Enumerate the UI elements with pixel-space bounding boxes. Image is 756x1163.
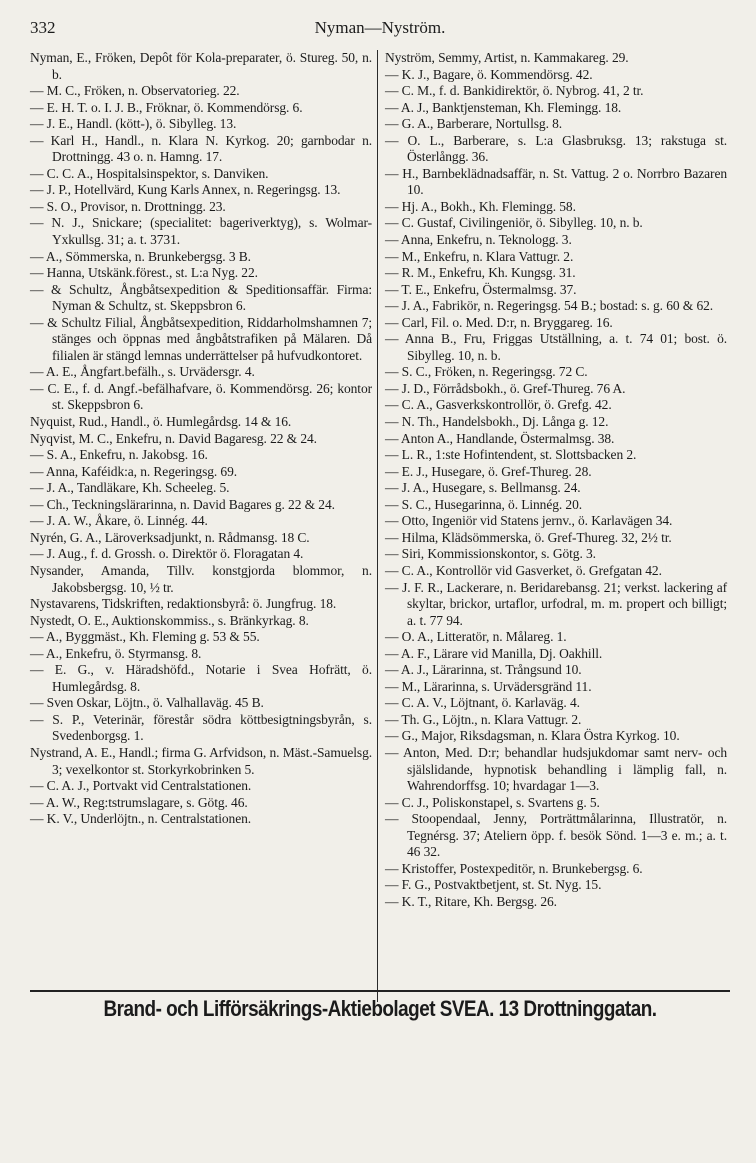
directory-entry: — J. E., Handl. (kött-), ö. Sibylleg. 13. [30, 116, 237, 132]
directory-entry: — K. V., Underlöjtn., n. Centralstationen. [30, 811, 252, 827]
directory-entry: — J. P., Hotellvärd, Kung Karls Annex, n. Regeringsg. 13. [30, 182, 341, 198]
directory-entry: — G., Major, Riksdagsman, n. Klara Östra Kyrkog. 10. [385, 728, 680, 744]
directory-entry: — H., Barnbeklädnadsaffär, n. St. Vattug. 2 o. Norrbro Bazaren 10. [385, 165, 727, 198]
directory-entry: — Ch., Teckningslärarinna, n. David Bagares g. 22 & 24. [30, 496, 335, 512]
directory-entry: — E. H. T. o. I. J. B., Fröknar, ö. Kommendörsg. 6. [30, 99, 303, 115]
directory-entry: — A., Enkefru, ö. Styrmansg. 8. [30, 645, 202, 661]
directory-entry: — Otto, Ingeniör vid Statens jernv., ö. Karlavägen 34. [385, 513, 673, 529]
directory-entry: — S. A., Enkefru, n. Jakobsg. 16. [30, 447, 208, 463]
directory-entry: Nystedt, O. E., Auktionskommiss., s. Bränkyrkag. 8. [30, 612, 309, 628]
directory-entry: Nysander, Amanda, Tillv. konstgjorda blommor, n. Jakobsbergsg. 10, ½ tr. [30, 562, 372, 595]
directory-columns [30, 50, 730, 1050]
directory-entry: — E. J., Husegare, ö. Gref-Thureg. 28. [385, 463, 592, 479]
directory-entry: — Stoopendaal, Jenny, Porträttmålarinna, Illustratör, n. Tegnérsg. 37; Ateliern öpp. f. besök Sönd. 1—3 e. m.; a. t. 46 32. [385, 811, 727, 860]
directory-entry: — Karl H., Handl., n. Klara N. Kyrkog. 20; garnbodar n. Drottningg. 43 o. n. Hamng. 17. [30, 132, 372, 165]
directory-entry: — G. A., Barberare, Nortullsg. 8. [385, 116, 563, 132]
directory-entry: — J. A., Fabrikör, n. Regeringsg. 54 B.; bostad: s. g. 60 & 62. [385, 298, 714, 314]
directory-entry: Nyrén, G. A., Läroverksadjunkt, n. Rådmansg. 18 C. [30, 529, 310, 545]
directory-entry: — C. A. V., Löjtnant, ö. Karlaväg. 4. [385, 695, 580, 711]
directory-entry: — S. O., Provisor, n. Drottningg. 23. [30, 198, 226, 214]
directory-entry: — Anton, Med. D:r; behandlar hudsjukdomar samt nerv- och själslidande, hypnotisk behandling i lämplig fall, n. Wahrendorffsg. 10; hvardagar 1—3. [385, 744, 727, 794]
directory-entry: — S. P., Veterinär, förestår södra köttbesigtningsbyrån, s. Svedenborgsg. 1. [30, 711, 372, 744]
right-column [385, 50, 727, 910]
directory-entry: — S. C., Husegarinna, ö. Linnég. 20. [385, 496, 583, 512]
directory-entry: — J. D., Förrådsbokh., ö. Gref-Thureg. 76 A. [385, 380, 626, 396]
advertisement: Brand- och Lifförsäkrings-Aktiebolaget SVEA. 13 Drottninggatan. [103, 996, 657, 1021]
directory-entry: — Anna, Kaféidk:a, n. Regeringsg. 69. [30, 463, 238, 479]
directory-entry: — Carl, Fil. o. Med. D:r, n. Bryggareg. 16. [385, 314, 613, 330]
directory-page [30, 18, 730, 1021]
directory-entry: — Sven Oskar, Löjtn., ö. Valhallaväg. 45 B. [30, 695, 264, 711]
directory-entry: — M., Enkefru, n. Klara Vattugr. 2. [385, 248, 574, 264]
left-column [30, 50, 372, 828]
directory-entry: — C. J., Poliskonstapel, s. Svartens g. 5. [385, 794, 600, 810]
directory-entry: — S. C., Fröken, n. Regeringsg. 72 C. [385, 364, 588, 380]
directory-entry: — C. E., f. d. Angf.-befälhafvare, ö. Kommendörsg. 26; kontor st. Skeppsbron 6. [30, 380, 372, 413]
directory-entry: Nyqvist, M. C., Enkefru, n. David Bagaresg. 22 & 24. [30, 430, 317, 446]
directory-entry: — O. L., Barberare, s. L:a Glasbruksg. 13; rakstuga st. Österlångg. 36. [385, 132, 727, 165]
directory-entry: Nyquist, Rud., Handl., ö. Humlegårdsg. 14 & 16. [30, 414, 292, 430]
directory-entry: — A. E., Ångfart.befälh., s. Urvädersgr. 4. [30, 364, 255, 380]
directory-entry: — E. G., v. Häradshöfd., Notarie i Svea Hofrätt, ö. Humlegårdsg. 8. [30, 662, 372, 694]
directory-entry: — Th. G., Löjtn., n. Klara Vattugr. 2. [385, 711, 582, 727]
directory-entry: — A. J., Banktjensteman, Kh. Flemingg. 18. [385, 99, 622, 115]
directory-entry: — F. G., Postvaktbetjent, st. St. Nyg. 15. [385, 877, 602, 893]
directory-entry: Nyström, Semmy, Artist, n. Kammakareg. 29. [385, 50, 629, 65]
directory-entry: — C. A., Kontrollör vid Gasverket, ö. Grefgatan 42. [385, 562, 662, 578]
directory-entry: — Siri, Kommissionskontor, s. Götg. 3. [385, 546, 596, 562]
directory-entry: — A., Byggmäst., Kh. Fleming g. 53 & 55. [30, 629, 260, 645]
directory-entry: — L. R., 1:ste Hofintendent, st. Slottsbacken 2. [385, 447, 637, 463]
directory-entry: — Anna B., Fru, Friggas Utställning, a. t. 74 01; bost. ö. Sibylleg. 10, n. b. [385, 331, 727, 363]
directory-entry: — N. Th., Handelsbokh., Dj. Långa g. 12. [385, 414, 609, 430]
page-header [30, 18, 730, 44]
directory-entry: — C. A. J., Portvakt vid Centralstationen. [30, 778, 252, 794]
directory-entry: — J. A. W., Åkare, ö. Linnég. 44. [30, 513, 208, 529]
directory-entry: Nyman, E., Fröken, Depôt för Kola-preparater, ö. Stureg. 50, n. b. [30, 50, 372, 82]
directory-entry: — Kristoffer, Postexpeditör, n. Brunkebergsg. 6. [385, 860, 643, 876]
directory-entry: — Hilma, Klädsömmerska, ö. Gref-Thureg. 32, 2½ tr. [385, 529, 672, 545]
directory-entry: Nystavarens, Tidskriften, redaktionsbyrå: ö. Jungfrug. 18. [30, 596, 337, 612]
directory-entry: — R. M., Enkefru, Kh. Kungsg. 31. [385, 265, 576, 281]
directory-entry: — A. F., Lärare vid Manilla, Dj. Oakhill. [385, 645, 603, 661]
directory-entry: — A. W., Reg:tstrumslagare, s. Götg. 46. [30, 794, 248, 810]
directory-entry: — M., Lärarinna, s. Urvädersgränd 11. [385, 678, 592, 694]
directory-entry: — C. M., f. d. Bankidirektör, ö. Nybrog. 41, 2 tr. [385, 83, 644, 99]
directory-entry: — C. Gustaf, Civilingeniör, ö. Sibylleg. 10, n. b. [385, 215, 643, 231]
directory-entry: — Hanna, Utskänk.förest., st. L:a Nyg. 22. [30, 265, 258, 281]
directory-entry: — M. C., Fröken, n. Observatorieg. 22. [30, 83, 240, 99]
directory-entry: — O. A., Litteratör, n. Målareg. 1. [385, 629, 567, 645]
directory-entry: — J. Aug., f. d. Grossh. o. Direktör ö. Floragatan 4. [30, 546, 304, 562]
directory-entry: — C. C. A., Hospitalsinspektor, s. Danviken. [30, 165, 269, 181]
directory-entry: — N. J., Snickare; (specialitet: bageriverktyg), s. Wolmar-Yxkullsg. 31; a. t. 3731. [30, 215, 372, 248]
directory-entry: — & Schultz, Ångbåtsexpedition & Speditionsaffär. Firma: Nyman & Schultz, st. Skeppsbron 6. [30, 281, 372, 314]
directory-entry: — K. T., Ritare, Kh. Bergsg. 26. [385, 893, 557, 909]
directory-entry: — & Schultz Filial, Ångbåtsexpedition, Riddarholmshamnen 7; stänges och öppnas med ångbåtstrafiken på Mälaren. Då filialen är stängd lemnas underrättelser på hufvudkontoret. [30, 314, 372, 363]
directory-entry: Nystrand, A. E., Handl.; firma G. Arfvidson, n. Mäst.-Samuelsg. 3; vexelkontor st. Storkyrkobrinken 5. [30, 744, 372, 777]
directory-entry: — A., Sömmerska, n. Brunkebergsg. 3 B. [30, 248, 251, 264]
directory-entry: — Anton A., Handlande, Östermalmsg. 38. [385, 430, 615, 446]
directory-entry: — T. E., Enkefru, Östermalmsg. 37. [385, 281, 577, 297]
page-number: 332 [30, 18, 56, 37]
column-divider [377, 50, 378, 1002]
directory-entry: — K. J., Bagare, ö. Kommendörsg. 42. [385, 66, 593, 82]
directory-entry: — Anna, Enkefru, n. Teknologg. 3. [385, 232, 572, 248]
advert-rule [30, 990, 730, 992]
directory-entry: — J. A., Husegare, s. Bellmansg. 24. [385, 480, 581, 496]
directory-entry: — A. J., Lärarinna, st. Trångsund 10. [385, 662, 582, 678]
directory-entry: — J. A., Tandläkare, Kh. Scheeleg. 5. [30, 480, 230, 496]
directory-entry: — C. A., Gasverkskontrollör, ö. Grefg. 42. [385, 397, 612, 413]
directory-entry: — Hj. A., Bokh., Kh. Flemingg. 58. [385, 198, 576, 214]
directory-entry: — J. F. R., Lackerare, n. Beridarebansg. 21; verkst. lackering af skyltar, brickor, urtaflor, urfodral, m. m. propert och billigt; a. t. 77 94. [385, 579, 727, 628]
running-head: Nyman—Nyström. [314, 18, 446, 37]
